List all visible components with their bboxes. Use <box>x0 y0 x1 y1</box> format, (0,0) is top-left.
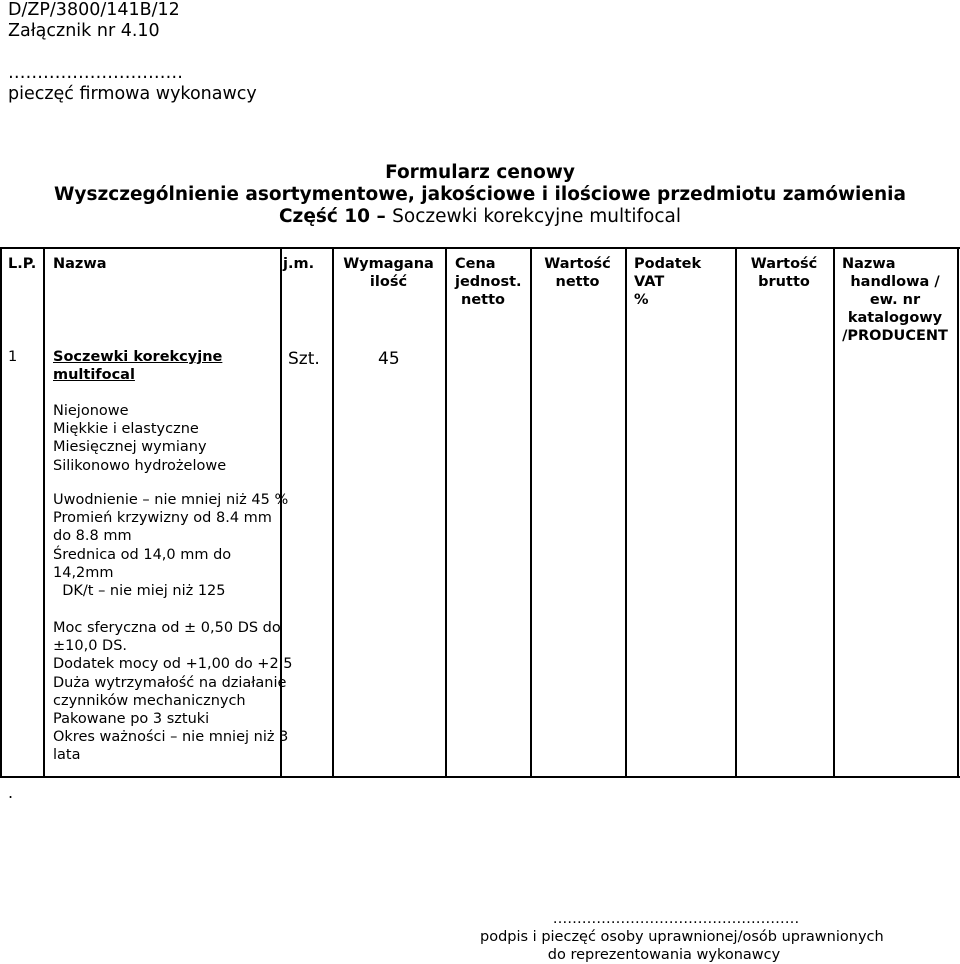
desc-line: Moc sferyczna od ± 0,50 DS do <box>53 620 281 636</box>
description-group-1 <box>53 402 226 475</box>
title-line-2: Wyszczególnienie asortymentowe, jakościowe i ilościowe przedmiotu zamówienia <box>54 184 906 205</box>
col-header-vat-line3: % <box>634 292 649 308</box>
footer-dot: . <box>8 783 14 802</box>
signature-label-line2: do reprezentowania wykonawcy <box>547 947 781 963</box>
col-header-net-value <box>530 255 625 291</box>
col-header-net-value-line2: netto <box>555 274 600 290</box>
desc-line: Miękkie i elastyczne <box>53 421 199 438</box>
col-divider-lp <box>43 247 45 778</box>
col-header-trade-name-line4: katalogowy <box>847 310 943 326</box>
col-header-vat-line2: VAT <box>634 274 665 290</box>
table-top-border <box>0 247 960 249</box>
col-divider-unit-price <box>530 247 532 778</box>
desc-line: 14,2mm <box>53 564 114 581</box>
col-header-trade-name-line5: /PRODUCENT <box>842 328 948 344</box>
table-left-border <box>0 247 2 778</box>
description-group-3 <box>53 619 293 765</box>
signature-dots: …………………………………………… <box>552 911 800 927</box>
desc-line: Uwodnienie – nie mniej niż 45 % <box>53 492 289 508</box>
col-header-trade-name-line1: Nazwa <box>842 256 896 272</box>
title-line-1: Formularz cenowy <box>385 162 575 183</box>
row-quantity: 45 <box>378 349 400 369</box>
title-line-3 <box>0 206 960 228</box>
col-header-qty-line2: ilość <box>369 274 408 290</box>
stamp-dots: ………………………… <box>8 63 183 83</box>
col-header-trade-name <box>833 255 957 345</box>
title-part-label: Część 10 – <box>278 206 393 227</box>
desc-line: Silikonowo hydrożelowe <box>53 457 227 474</box>
col-divider-jm <box>332 247 334 778</box>
row-lp: 1 <box>8 349 18 365</box>
col-header-gross-value-line2: brutto <box>758 274 810 290</box>
desc-line: Miesięcznej wymiany <box>53 439 207 456</box>
desc-line: Okres ważności – nie mniej niż 3 <box>53 729 289 746</box>
table-right-border <box>957 247 959 778</box>
col-header-vat-line1: Podatek <box>634 256 702 272</box>
desc-line: ±10,0 DS. <box>53 638 128 655</box>
col-divider-vat <box>735 247 737 778</box>
col-header-gross-value-line1: Wartość <box>750 256 818 272</box>
desc-line: Dodatek mocy od +1,00 do +2,5 <box>53 656 293 673</box>
product-name <box>53 348 222 384</box>
col-header-qty <box>332 255 445 291</box>
desc-line: do 8.8 mm <box>53 528 132 545</box>
desc-line: Duża wytrzymałość na działanie <box>53 674 287 691</box>
col-header-jm: j.m. <box>283 256 315 272</box>
reference-number: D/ZP/3800/141B/12 <box>8 0 180 20</box>
col-divider-net-value <box>625 247 627 778</box>
row-unit: Szt. <box>288 349 320 369</box>
desc-line: DK/t – nie miej niż 125 <box>53 583 226 600</box>
col-header-unit-price-line2: jednost. <box>455 274 522 290</box>
col-header-trade-name-line3: ew. nr <box>869 292 921 308</box>
form-title <box>0 162 960 228</box>
col-header-unit-price-line3: netto <box>461 292 505 308</box>
col-header-name: Nazwa <box>53 256 107 272</box>
col-header-qty-line1: Wymagana <box>343 256 434 272</box>
col-header-gross-value <box>735 255 833 291</box>
attachment-number: Załącznik nr 4.10 <box>8 21 160 41</box>
col-header-net-value-line1: Wartość <box>544 256 611 272</box>
signature-label-line1: podpis i pieczęć osoby uprawnionej/osób uprawnionych <box>480 929 884 945</box>
col-header-trade-name-line2: handlowa / <box>850 274 940 290</box>
col-divider-qty <box>445 247 447 778</box>
header-spacer <box>8 42 257 63</box>
col-header-unit-price <box>455 255 522 309</box>
price-table <box>0 247 960 778</box>
document-header <box>8 0 257 105</box>
title-part-name: Soczewki korekcyjne multifocal <box>392 206 682 227</box>
col-header-lp: L.P. <box>8 256 37 272</box>
signature-block <box>480 910 884 964</box>
col-header-unit-price-line1: Cena <box>455 256 496 272</box>
table-bottom-border <box>0 776 960 778</box>
desc-line: Średnica od 14,0 mm do <box>53 546 232 563</box>
desc-line: Niejonowe <box>53 403 129 419</box>
product-name-line2: multifocal <box>53 367 135 383</box>
product-name-line1: Soczewki korekcyjne <box>53 349 223 365</box>
desc-line: lata <box>53 747 81 764</box>
col-header-vat <box>634 255 701 309</box>
description-group-2 <box>53 491 288 600</box>
desc-line: czynników mechanicznych <box>53 692 246 709</box>
desc-line: Pakowane po 3 sztuki <box>53 711 210 728</box>
desc-line: Promień krzywizny od 8.4 mm <box>53 510 272 527</box>
stamp-label: pieczęć firmowa wykonawcy <box>8 84 257 104</box>
